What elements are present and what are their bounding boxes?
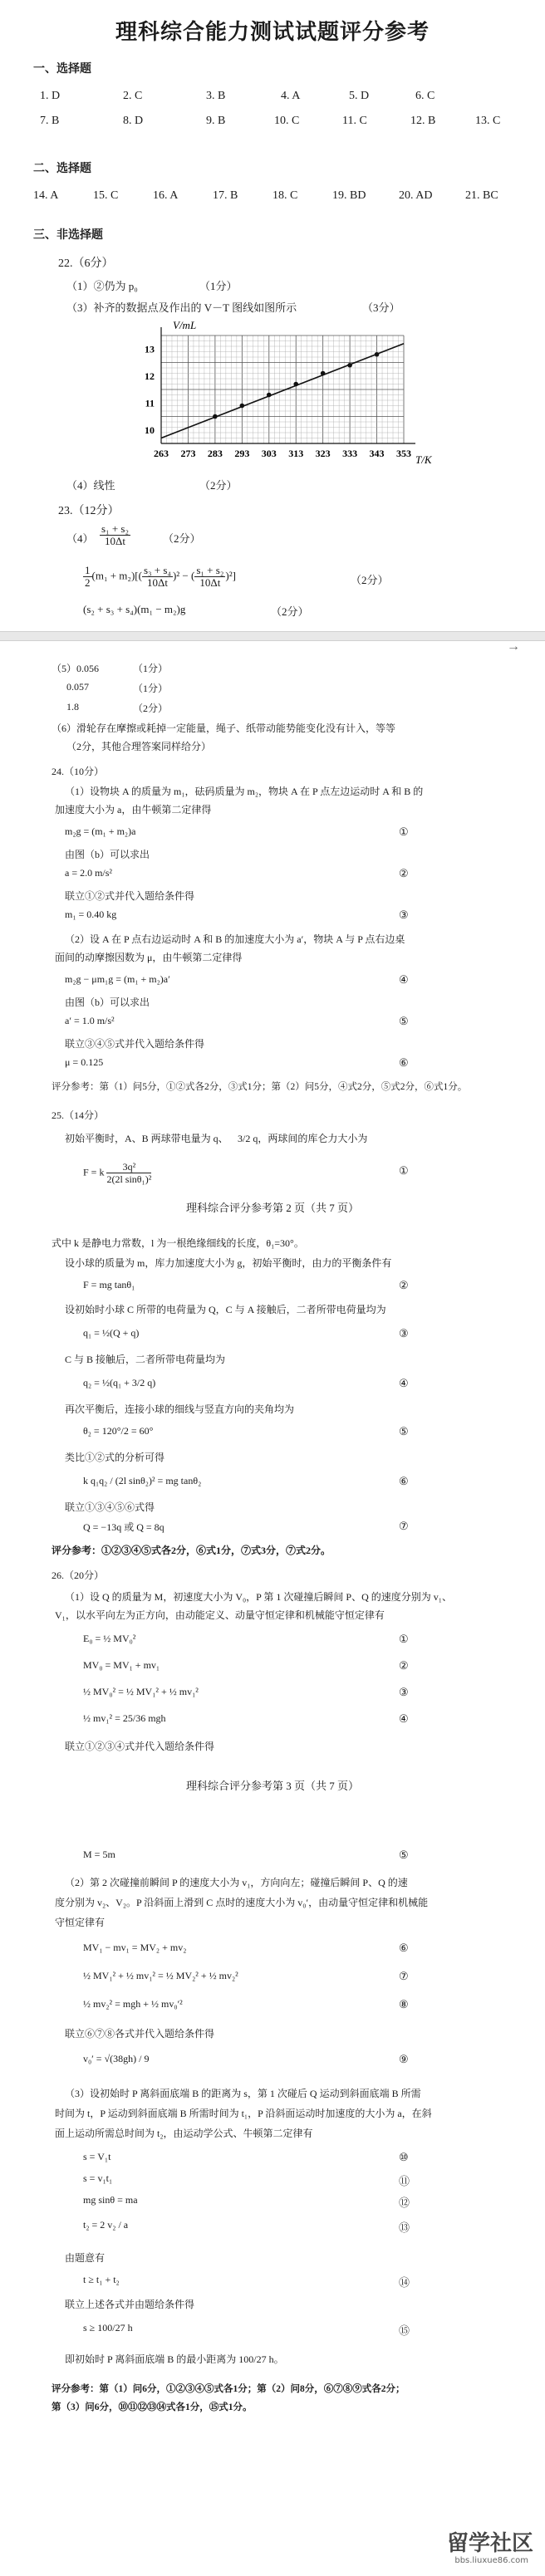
q23-part4: （4）	[66, 532, 94, 545]
q26-eq7-marker: ⑦	[399, 1970, 409, 1982]
answer-12: 12. B	[410, 115, 436, 127]
q23-eq2-score: （2分）	[351, 574, 389, 586]
q24-line8: 联立③④⑤式并代入题给条件得	[65, 1038, 205, 1050]
q25-head: 25.（14分）	[52, 1109, 105, 1121]
q26-eq3-marker: ③	[399, 1686, 409, 1698]
x-tick-label: 323	[315, 448, 331, 459]
q25-eq1-num: 3q²	[106, 1161, 151, 1173]
q26-eq11: s = v₁t₁	[83, 2172, 113, 2184]
q24-eq5: a′ = 1.0 m/s²	[65, 1015, 115, 1026]
q26-score-note-2: 第（3）问6分，⑩⑪⑫⑬⑭式各1分，⑮式1分。	[52, 2402, 253, 2412]
q26-eq12: mg sinθ = ma	[83, 2194, 138, 2206]
q25-eq5: θ₂ = 120°/2 = 60°	[83, 1425, 154, 1437]
data-point	[347, 363, 352, 368]
vt-chart-fit-line	[161, 344, 404, 438]
q26-eq11-marker: ⑪	[399, 2175, 410, 2187]
y-tick-label: 11	[145, 397, 155, 409]
q26-eq15-marker: ⑮	[399, 2324, 410, 2337]
x-tick-label: 263	[154, 448, 169, 459]
vt-chart-ylabel: V/mL	[173, 319, 197, 331]
q26-eq14: t ≥ t₁ + t₂	[83, 2274, 120, 2285]
q24-line3: 由图（b）可以求出	[65, 849, 150, 860]
data-point	[267, 393, 272, 398]
q25-eq7-marker: ⑦	[399, 1520, 409, 1532]
q22-part1: （1）②仍为 p₀	[66, 280, 138, 292]
q26-eq1-marker: ①	[399, 1633, 409, 1645]
q26-eq9: v₀′ = √(38gh) / 9	[83, 2053, 150, 2064]
q25-line1: 初始平衡时，A、B 两球带电量为 q、	[65, 1133, 228, 1144]
vt-chart-grid	[161, 335, 404, 443]
q25-eq6-marker: ⑥	[399, 1475, 409, 1487]
q26-line2: V₁，以水平向左为正方向，由动能定义、动量守恒定律和机械能守恒定律有	[55, 1609, 385, 1621]
answer-11: 11. C	[342, 115, 367, 127]
data-point	[321, 371, 326, 376]
q26-line1: （1）设 Q 的质量为 M，初速度大小为 V₀，P 第 1 次碰撞后瞬间 P、Q 的速度分别为 v₁、	[65, 1591, 452, 1603]
answer-3: 3. B	[206, 90, 226, 102]
q24-line5: （2）设 A 在 P 点右边运动时 A 和 B 的加速度大小为 a′，物块 A 与 P 点右边桌	[65, 933, 405, 945]
page-arrow: →	[507, 639, 520, 654]
q25-score-note: 评分参考：①②③④⑤式各2分，⑥式1分，⑦式3分，⑦式2分。	[52, 1545, 331, 1556]
q26-line9: 时间为 t，P 运动到斜面底端 B 所需时间为 t₁，P 沿斜面运动时加速度的大小为 a，在斜	[55, 2108, 432, 2119]
q24-line1: （1）设物块 A 的质量为 m₁，砝码质量为 m₂，物块 A 在 P 点左边运动时 A 和 B 的	[65, 786, 424, 797]
page-footer-3: 理科综合评分参考第 3 页（共 7 页）	[185, 1780, 359, 1792]
q23-part6: （6）滑轮存在摩擦或耗掉一定能量，绳子、纸带动能势能变化没有计入，等等	[52, 722, 396, 734]
q22-head: 22.（6分）	[58, 257, 114, 270]
q26-line10: 面上运动所需总时间为 t₂，由运动学公式、牛顿第二定律有	[55, 2128, 313, 2139]
vt-chart	[125, 319, 440, 468]
q23-part5-b-score: （1分）	[133, 683, 169, 694]
q26-eq7: ½ MV₁² + ½ mv₁² = ½ MV₂² + ½ mv₂²	[83, 1970, 238, 1981]
q25-eq1-den: 2(2l sinθ₁)²	[106, 1173, 152, 1185]
answer-21: 21. BC	[465, 189, 498, 202]
q26-eq9-marker: ⑨	[399, 2053, 409, 2065]
q24-line4: 联立①②式并代入题给条件得	[65, 890, 195, 902]
q23-part5-a-score: （1分）	[133, 663, 169, 674]
q23-part5-c-score: （2分）	[133, 703, 169, 714]
x-tick-label: 333	[342, 448, 358, 459]
q22-part3: （3）补齐的数据点及作出的 V－T 图线如图所示	[66, 301, 297, 314]
answer-18: 18. C	[272, 189, 298, 202]
q24-eq3-marker: ③	[399, 908, 409, 921]
q25-line7: 类比①②式的分析可得	[65, 1452, 165, 1463]
q24-line2: 加速度大小为 a，由牛顿第二定律得	[55, 804, 212, 815]
q25-eq2: F = mg tanθ₁	[83, 1279, 135, 1290]
q25-eq3-marker: ③	[399, 1327, 409, 1339]
q26-eq1: E₀ = ½ MV₀²	[83, 1633, 136, 1644]
fit-line	[161, 344, 404, 438]
answer-19: 19. BD	[332, 189, 366, 202]
q25-eq4-marker: ④	[399, 1377, 409, 1389]
q26-eq8-marker: ⑧	[399, 1998, 409, 2010]
q25-eq4: q₂ = ½(q₁ + 3/2 q)	[83, 1377, 156, 1388]
q26-eq4: ½ mv₁² = 25/36 mgh	[83, 1712, 166, 1724]
site-watermark-url: bbs.liuxue86.com	[454, 2556, 528, 2565]
q24-eq1: m₂g = (m₁ + m₂)a	[65, 825, 136, 837]
q26-line6: 守恒定律有	[55, 1917, 106, 1928]
q23-part5-c: 1.8	[66, 701, 79, 713]
answer-7: 7. B	[40, 115, 60, 127]
q26-line12: 联立上述各式并由题给条件得	[65, 2299, 195, 2310]
q26-eq13-marker: ⑬	[399, 2221, 410, 2234]
q24-head: 24.（10分）	[52, 766, 105, 777]
answer-17: 17. B	[213, 189, 238, 202]
answer-2: 2. C	[123, 90, 143, 102]
q23-eq1-score: （2分）	[163, 532, 201, 545]
q25-line8: 联立①③④⑤⑥式得	[65, 1501, 155, 1513]
q23-eq3: (s₂ + s₃ + s₄)(m₁ − m₂)g	[83, 603, 186, 615]
q24-eq4-marker: ④	[399, 973, 409, 986]
q23-part6-note: （2分，其他合理答案同样给分）	[66, 741, 212, 752]
q25-eq7: Q = −13q 或 Q = 8q	[83, 1521, 164, 1533]
q26-eq4-marker: ④	[399, 1712, 409, 1725]
answer-14: 14. A	[33, 189, 59, 202]
q24-eq1-marker: ①	[399, 825, 409, 838]
page-divider	[0, 631, 545, 641]
x-tick-label: 283	[207, 448, 223, 459]
q25-eq1-prefix: F = k	[83, 1166, 105, 1178]
q26-line5: 度分别为 v₂、V₂。P 沿斜面上滑到 C 点时的速度大小为 v₀′，由动量守恒定律和机械能	[55, 1897, 429, 1908]
answer-8: 8. D	[123, 115, 144, 127]
section-heading-multi-choice: 二、选择题	[33, 162, 91, 175]
data-point	[213, 414, 218, 419]
q23-part5-b: 0.057	[66, 681, 89, 693]
q26-line4: （2）第 2 次碰撞前瞬间 P 的速度大小为 v₁，方向向左；碰撞后瞬间 P、Q 的速	[65, 1877, 408, 1888]
page-footer-2: 理科综合评分参考第 2 页（共 7 页）	[185, 1202, 359, 1214]
q24-eq2-marker: ②	[399, 867, 409, 879]
y-tick-label: 13	[145, 343, 155, 355]
answer-6: 6. C	[415, 90, 435, 102]
q22-part4-score: （2分）	[199, 479, 238, 492]
q26-line7: 联立⑥⑦⑧各式并代入题给条件得	[65, 2028, 215, 2040]
q26-eq5: M = 5m	[83, 1849, 115, 1860]
x-tick-label: 303	[261, 448, 277, 459]
q25-line6: 再次平衡后，连接小球的细线与竖直方向的夹角均为	[65, 1403, 295, 1415]
q23-eq3-score: （2分）	[271, 605, 309, 618]
q26-eq15: s ≥ 100/27 h	[83, 2322, 133, 2334]
x-tick-label: 343	[369, 448, 385, 459]
answer-15: 15. C	[93, 189, 119, 202]
q25-line1b: 3/2 q，两球间的库仑力大小为	[238, 1133, 368, 1144]
q26-eq10-marker: ⑩	[399, 2151, 409, 2163]
q23-eq1: $\frac{\text{s₁ + s₂}}{10\Delta t}$	[101, 522, 130, 547]
x-tick-label: 293	[234, 448, 250, 459]
q22-part3-score: （3分）	[362, 301, 400, 314]
q24-line6: 面间的动摩擦因数为 μ，由牛顿第二定律得	[55, 952, 243, 963]
q26-eq6-marker: ⑥	[399, 1942, 409, 1954]
q24-eq2: a = 2.0 m/s²	[65, 867, 113, 879]
q24-eq4: m₂g − μm₁g = (m₁ + m₂)a′	[65, 973, 170, 985]
q26-eq2: MV₀ = MV₁ + mv₁	[83, 1659, 160, 1671]
q26-score-note-1: 评分参考：第（1）问6分，①②③④⑤式各1分；第（2）问8分，⑥⑦⑧⑨式各2分；	[52, 2384, 405, 2394]
q26-line11: 由题意有	[65, 2252, 106, 2264]
y-tick-label: 12	[145, 370, 155, 382]
q24-eq6: μ = 0.125	[65, 1056, 104, 1068]
q23-part5-a: （5）0.056	[52, 663, 100, 674]
q26-eq13: t₂ = 2 v₂ / a	[83, 2219, 129, 2231]
q25-eq1-marker: ①	[399, 1164, 409, 1177]
q25-eq5-marker: ⑤	[399, 1425, 409, 1437]
q26-eq14-marker: ⑭	[399, 2276, 410, 2289]
q25-eq3: q₁ = ½(Q + q)	[83, 1327, 140, 1339]
q24-eq6-marker: ⑥	[399, 1056, 409, 1069]
section-heading-choice: 一、选择题	[33, 62, 91, 76]
x-tick-label: 273	[180, 448, 196, 459]
q25-line5: C 与 B 接触后，二者所带电荷量均为	[65, 1354, 226, 1365]
q26-eq5-marker: ⑤	[399, 1849, 409, 1861]
answer-13: 13. C	[475, 115, 501, 127]
q24-line7: 由图（b）可以求出	[65, 997, 150, 1008]
vt-chart-axes	[161, 327, 415, 443]
q26-eq3: ½ MV₀² = ½ MV₁² + ½ mv₁²	[83, 1686, 199, 1697]
answer-16: 16. A	[153, 189, 179, 202]
q26-line3: 联立①②③④式并代入题给条件得	[65, 1741, 215, 1752]
y-tick-label: 10	[145, 424, 155, 436]
site-watermark-logo: 留学社区	[446, 2531, 533, 2556]
q22-part1-score: （1分）	[199, 280, 238, 292]
data-point	[293, 382, 298, 387]
q25-line2: 式中 k 是静电力常数，l 为一根绝缘细线的长度，θ₁=30°。	[52, 1237, 304, 1249]
q24-eq5-marker: ⑤	[399, 1015, 409, 1027]
q22-part4: （4）线性	[66, 479, 115, 492]
q26-line13: 即初始时 P 离斜面底端 B 的最小距离为 100/27 h。	[65, 2353, 284, 2365]
q25-eq1	[83, 1161, 151, 1185]
answer-20: 20. AD	[399, 189, 433, 202]
q23-head: 23.（12分）	[58, 505, 120, 517]
answer-10: 10. C	[274, 115, 300, 127]
data-point	[375, 352, 380, 357]
q26-eq12-marker: ⑫	[399, 2196, 410, 2209]
q25-line4: 设初始时小球 C 所带的电荷量为 Q，C 与 A 接触后，二者所带电荷量均为	[65, 1304, 386, 1315]
q26-line8: （3）设初始时 P 离斜面底端 B 的距离为 s，第 1 次碰后 Q 运动到斜面底端 B 所需	[65, 2088, 421, 2099]
data-point	[240, 404, 245, 409]
q25-eq6: k q₁q₂ / (2l sinθ₂)² = mg tanθ₂	[83, 1475, 202, 1486]
q26-eq6: MV₁ − mv₁ = MV₂ + mv₂	[83, 1942, 187, 1953]
answer-9: 9. B	[206, 115, 226, 127]
q23-eq2: $\frac{1}{2}$ (m₁ + m₂)[( $\frac{\text{s₃ + s₄}}{10\Delta t}$ )² − ( $\frac{\text{s₁ + s₂}}{10\Delta t}$ )²]	[85, 564, 236, 589]
x-tick-label: 353	[396, 448, 411, 459]
vt-chart-xlabel: T/K	[415, 453, 432, 466]
q26-eq2-marker: ②	[399, 1659, 409, 1672]
answer-4: 4. A	[281, 90, 301, 102]
answer-5: 5. D	[349, 90, 370, 102]
answer-1: 1. D	[40, 90, 61, 102]
page-title: 理科综合能力测试试题评分参考	[115, 20, 430, 45]
vt-chart-ticks	[145, 343, 411, 459]
q26-head: 26.（20分）	[52, 1570, 105, 1581]
x-tick-label: 313	[288, 448, 304, 459]
q26-eq10: s = V₁t	[83, 2151, 111, 2162]
section-heading-non-choice: 三、非选择题	[33, 228, 103, 242]
q25-eq2-marker: ②	[399, 1279, 409, 1291]
q25-line3: 设小球的质量为 m，库力加速度大小为 g，初始平衡时，由力的平衡条件有	[65, 1257, 392, 1269]
q24-score-note: 评分参考：第（1）问5分，①②式各2分，③式1分；第（2）问5分，④式2分，⑤式2分，⑥式1分。	[52, 1082, 468, 1092]
q26-eq8: ½ mv₂² = mgh + ½ mv₀′²	[83, 1998, 183, 2010]
q24-eq3: m₁ = 0.40 kg	[65, 908, 117, 920]
